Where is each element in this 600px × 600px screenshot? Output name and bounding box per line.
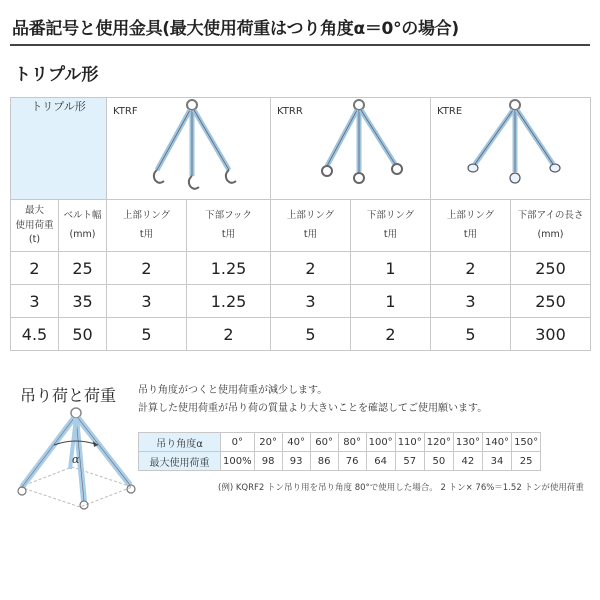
- model-label: KTRF: [113, 106, 138, 117]
- type-label: トリプル形: [31, 100, 86, 113]
- header-text: t用: [221, 228, 236, 240]
- description-line: 計算した使用荷重が吊り荷の質量より大きいことを確認してご使用願います。: [138, 403, 488, 414]
- table-cell: 300: [511, 318, 591, 351]
- table-cell: 76: [338, 452, 366, 471]
- model-label: KTRE: [437, 106, 463, 117]
- table-cell: 250: [511, 285, 591, 318]
- table-cell: 50: [424, 452, 453, 471]
- table-cell: 57: [395, 452, 424, 471]
- header-text: 下部フック: [205, 210, 252, 222]
- table-cell: 50: [59, 318, 107, 351]
- header-eye-length: [511, 200, 591, 252]
- angle-row-header: 吊り角度α: [139, 433, 221, 452]
- table-cell: 1.25: [187, 252, 271, 285]
- table-cell: 1: [351, 252, 431, 285]
- header-text: 下部アイの長さ: [517, 210, 584, 222]
- model-label: KTRR: [277, 106, 303, 117]
- sling-eye-icon: [461, 98, 571, 198]
- lift-angle-diagram-icon: [10, 405, 140, 510]
- table-cell: 2: [11, 252, 59, 285]
- load-description: [138, 382, 487, 418]
- header-text: ベルト幅: [63, 210, 102, 222]
- header-bottom-ring: [351, 200, 431, 252]
- model-cell-ktrr: [271, 98, 431, 200]
- model-cell-ktrf: [107, 98, 271, 200]
- header-max-load: [11, 200, 59, 252]
- table-cell: 5: [107, 318, 187, 351]
- table-cell: 100°: [366, 433, 395, 452]
- header-top-ring: [431, 200, 511, 252]
- header-text: t用: [463, 228, 478, 240]
- header-text: (t): [28, 234, 41, 246]
- type-label-cell: [11, 98, 107, 200]
- table-cell: 130°: [453, 433, 482, 452]
- table-cell: 2: [431, 252, 511, 285]
- table-cell: 250: [511, 252, 591, 285]
- header-belt-width: [59, 200, 107, 252]
- table-row: [11, 285, 591, 318]
- spec-table: [10, 97, 591, 351]
- table-cell: 5: [431, 318, 511, 351]
- table-cell: 25: [59, 252, 107, 285]
- table-cell: 2: [107, 252, 187, 285]
- header-top-ring: [107, 200, 187, 252]
- header-text: t用: [383, 228, 398, 240]
- sling-hook-icon: [137, 98, 247, 198]
- table-row: [139, 452, 541, 471]
- title-divider: [10, 44, 590, 46]
- table-cell: 0°: [221, 433, 255, 452]
- header-text: 上部リング: [286, 210, 335, 222]
- table-row: [139, 433, 541, 452]
- table-cell: 35: [59, 285, 107, 318]
- table-cell: 3: [271, 285, 351, 318]
- table-cell: 86: [310, 452, 338, 471]
- header-bottom-hook: [187, 200, 271, 252]
- table-cell: 34: [482, 452, 511, 471]
- table-cell: 110°: [395, 433, 424, 452]
- header-text: (mm): [537, 228, 564, 240]
- table-cell: 1.25: [187, 285, 271, 318]
- header-top-ring: [271, 200, 351, 252]
- load-section-title: 吊り荷と荷重: [20, 386, 117, 405]
- table-cell: 80°: [338, 433, 366, 452]
- table-cell: 4.5: [11, 318, 59, 351]
- header-text: 使用荷重: [15, 219, 54, 231]
- header-text: 上部リング: [446, 210, 495, 222]
- header-text: t用: [139, 228, 154, 240]
- table-row: [11, 252, 591, 285]
- table-cell: 2: [271, 252, 351, 285]
- table-cell: 2: [351, 318, 431, 351]
- header-text: (mm): [69, 228, 96, 240]
- load-row-header: 最大使用荷重: [139, 452, 221, 471]
- table-cell: 60°: [310, 433, 338, 452]
- sling-ring-icon: [301, 98, 411, 198]
- alpha-label: α: [72, 453, 80, 466]
- table-cell: 93: [282, 452, 310, 471]
- table-cell: 64: [366, 452, 395, 471]
- table-cell: 2: [187, 318, 271, 351]
- page-title: 品番記号と使用金具(最大使用荷重はつり角度α＝0°の場合): [12, 19, 459, 39]
- header-text: 最大: [24, 204, 44, 216]
- table-cell: 150°: [512, 433, 541, 452]
- table-cell: 100%: [221, 452, 255, 471]
- example-note: (例) KQRF2 トン吊り用を吊り角度 80°で使用した場合。 2 トン× 76%＝1.52 トンが使用荷重: [218, 483, 584, 493]
- table-cell: 3: [11, 285, 59, 318]
- spec-header-row: [11, 200, 591, 252]
- table-cell: 1: [351, 285, 431, 318]
- table-cell: 120°: [424, 433, 453, 452]
- table-cell: 98: [254, 452, 282, 471]
- table-cell: 25: [512, 452, 541, 471]
- table-cell: 42: [453, 452, 482, 471]
- header-text: 下部リング: [366, 210, 415, 222]
- table-cell: 5: [271, 318, 351, 351]
- table-cell: 3: [107, 285, 187, 318]
- table-row: [11, 318, 591, 351]
- header-text: t用: [303, 228, 318, 240]
- model-cell-ktre: [431, 98, 591, 200]
- table-cell: 20°: [254, 433, 282, 452]
- table-cell: 40°: [282, 433, 310, 452]
- header-text: 上部リング: [122, 210, 171, 222]
- angle-load-table: [138, 432, 541, 471]
- table-cell: 3: [431, 285, 511, 318]
- section-title-triple: トリプル形: [14, 65, 99, 85]
- description-line: 吊り角度がつくと使用荷重が減少します。: [138, 385, 328, 396]
- table-cell: 140°: [482, 433, 511, 452]
